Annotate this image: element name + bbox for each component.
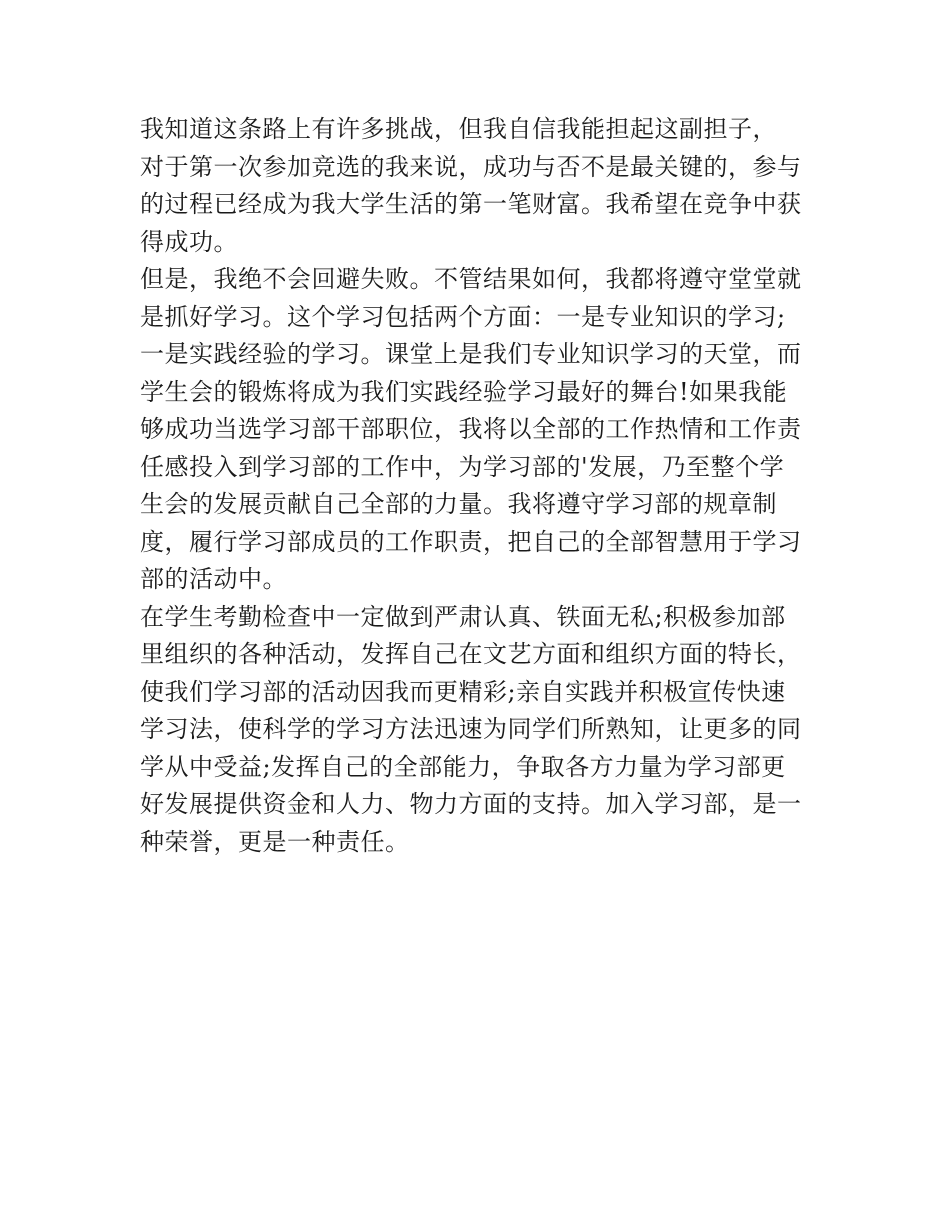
text-line: 使我们学习部的活动因我而更精彩;亲自实践并积极宣传快速 [140,677,786,706]
document-body [140,111,820,861]
text-line: 在学生考勤检查中一定做到严肃认真、铁面无私;积极参加部 [140,602,786,631]
text-line: 得成功。 [140,227,238,256]
text-line: 是抓好学习。这个学习包括两个方面：一是专业知识的学习; [140,302,786,331]
text-line: 学从中受益;发挥自己的全部能力，争取各方力量为学习部更 [140,752,786,781]
paragraph-1 [140,111,820,149]
text-line: 学生会的锻炼将成为我们实践经验学习最好的舞台!如果我能 [140,377,788,406]
text-line: 种荣誉，更是一种责任。 [140,827,410,856]
paragraph-2 [140,149,820,262]
paragraph-4 [140,599,820,862]
text-line: 里组织的各种活动，发挥自己在文艺方面和组织方面的特长， [140,640,802,668]
text-line: 我知道这条路上有许多挑战，但我自信我能担起这副担子， [140,115,777,143]
text-line: 够成功当选学习部干部职位，我将以全部的工作热情和工作责 [140,415,802,443]
text-line: 部的活动中。 [140,565,287,593]
paragraph-3 [140,261,820,599]
text-line: 的过程已经成为我大学生活的第一笔财富。我希望在竞争中获 [140,190,802,218]
text-line: 任感投入到学习部的工作中，为学习部的'发展，乃至整个学 [140,452,785,481]
text-line: 但是，我绝不会回避失败。不管结果如何，我都将遵守堂堂就 [140,265,802,293]
text-line: 一是实践经验的学习。课堂上是我们专业知识学习的天堂，而 [140,340,802,368]
text-line: 学习法，使科学的学习方法迅速为同学们所熟知，让更多的同 [140,715,802,743]
text-line: 好发展提供资金和人力、物力方面的支持。加入学习部，是一 [140,790,802,818]
text-line: 对于第一次参加竞选的我来说，成功与否不是最关键的，参与 [140,152,802,181]
text-line: 生会的发展贡献自己全部的力量。我将遵守学习部的规章制 [140,490,777,518]
text-line: 度，履行学习部成员的工作职责，把自己的全部智慧用于学习 [140,527,802,556]
